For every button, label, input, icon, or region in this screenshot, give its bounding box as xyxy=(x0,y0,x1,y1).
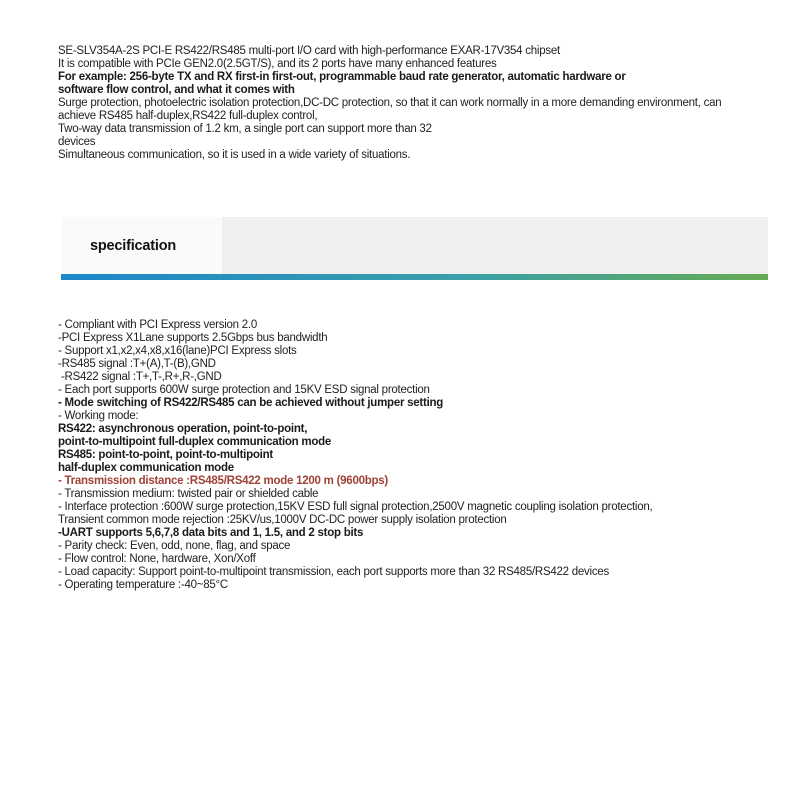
spec-item: - Working mode: xyxy=(58,410,139,422)
spec-item: -RS422 signal :T+,T-,R+,R-,GND xyxy=(58,371,222,383)
gradient-divider xyxy=(61,274,768,280)
spec-item: RS422: asynchronous operation, point-to-point, point-to-multipoint full-duplex communication mode xyxy=(58,423,332,448)
spec-item: - Transmission distance :RS485/RS422 mode 1200 m (9600bps) xyxy=(58,475,389,487)
specification-tab xyxy=(61,217,222,274)
spec-item: - Load capacity: Support point-to-multipoint transmission, each port supports more than 32 RS485/RS422 devices xyxy=(58,566,610,578)
specification-list xyxy=(58,319,782,592)
spec-item: -UART supports 5,6,7,8 data bits and 1, 1.5, and 2 stop bits xyxy=(58,527,364,539)
transmission-paragraph: Two-way data transmission of 1.2 km, a single port can support more than 32 devices xyxy=(58,123,432,148)
spec-item: - Transmission medium: twisted pair or shielded cable xyxy=(58,488,319,500)
intro-section xyxy=(58,45,782,162)
spec-item: - Flow control: None, hardware, Xon/Xoff xyxy=(58,553,256,565)
product-subtitle: It is compatible with PCIe GEN2.0(2.5GT/S), and its 2 ports have many enhanced features xyxy=(58,58,497,70)
feature-example-paragraph: For example: 256-byte TX and RX first-in first-out, programmable baud rate generator, automatic hardware or software flow control, and what it comes with xyxy=(58,71,626,96)
spec-item: - Operating temperature :-40~85°C xyxy=(58,579,228,591)
communication-paragraph: Simultaneous communication, so it is used in a wide variety of situations. xyxy=(58,149,411,161)
spec-item: - Parity check: Even, odd, none, flag, and space xyxy=(58,540,291,552)
specification-header xyxy=(61,217,768,280)
spec-item: - Interface protection :600W surge protection,15KV ESD full signal protection,2500V magnetic coupling isolation protection, xyxy=(58,501,653,513)
spec-item: - Each port supports 600W surge protection and 15KV ESD signal protection xyxy=(58,384,430,396)
protection-paragraph: Surge protection, photoelectric isolation protection,DC-DC protection, so that it can work normally in a more demanding environment, can achieve RS485 half-duplex,RS422 full-duplex control, xyxy=(58,97,722,122)
spec-item: - Support x1,x2,x4,x8,x16(lane)PCI Express slots xyxy=(58,345,297,357)
spec-item: - Mode switching of RS422/RS485 can be achieved without jumper setting xyxy=(58,397,444,409)
spec-item: - Compliant with PCI Express version 2.0 xyxy=(58,319,257,331)
product-title: SE-SLV354A-2S PCI-E RS422/RS485 multi-port I/O card with high-performance EXAR-17V354 chipset xyxy=(58,45,560,57)
specification-heading: specification xyxy=(90,237,177,254)
spec-item: -RS485 signal :T+(A),T-(B),GND xyxy=(58,358,216,370)
spec-item: Transient common mode rejection :25KV/us,1000V DC-DC power supply isolation protection xyxy=(58,514,507,526)
spec-item: -PCI Express X1Lane supports 2.5Gbps bus bandwidth xyxy=(58,332,328,344)
spec-item: RS485: point-to-point, point-to-multipoint half-duplex communication mode xyxy=(58,449,273,474)
specification-title-band xyxy=(61,217,768,274)
